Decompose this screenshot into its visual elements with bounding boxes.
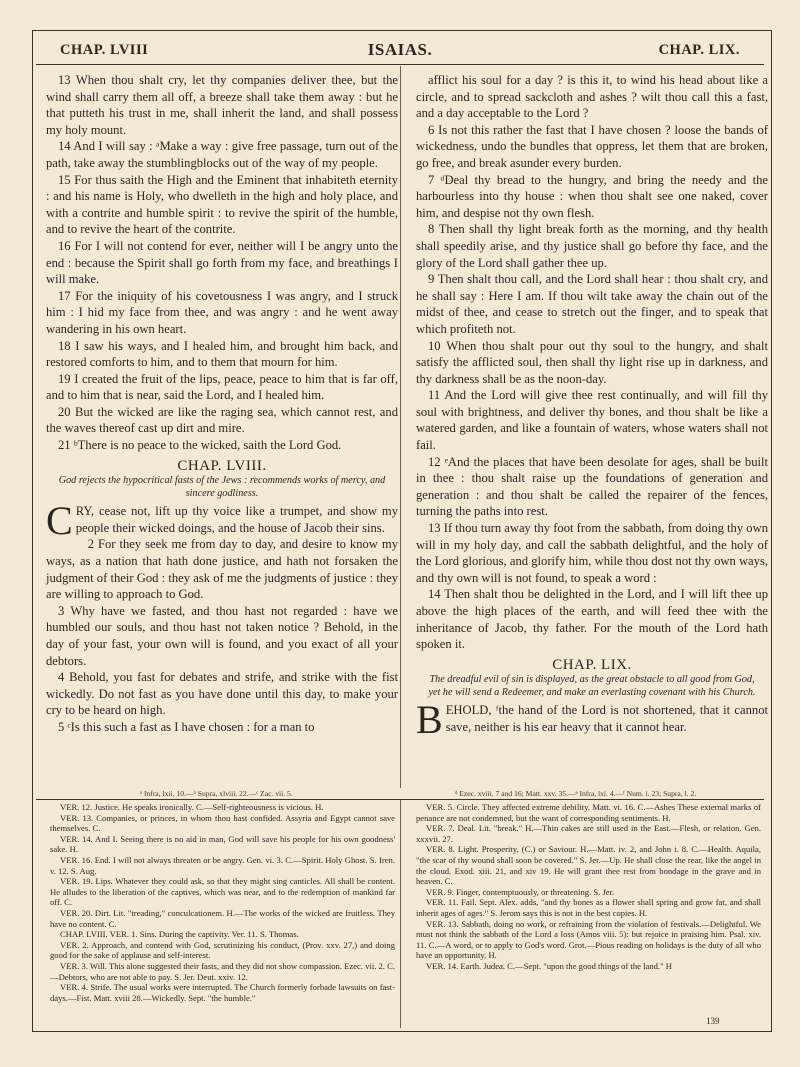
chapter-58-verse-1	[46, 498, 398, 544]
commentary-note: CHAP. LVIII. VER. 1. Sins. During the captivity. Ver. 11. S. Thomas.	[60, 929, 299, 940]
verse-number: 11	[428, 388, 441, 403]
verse-number: 9	[428, 272, 435, 287]
verse	[416, 454, 768, 520]
drop-cap: B	[416, 697, 443, 743]
verse-number: 15	[58, 172, 71, 187]
verse	[46, 288, 398, 338]
verse	[416, 172, 768, 222]
verse-number: 18	[58, 338, 71, 353]
verse-text: ᵉAnd the places that have been desolate for ages, shall be built in thee : thou shalt raise up the foundations of generation and generation : and thou shalt be called the repairer of the fences, turning the paths into rest.	[416, 454, 768, 519]
commentary-note: VER. 16. End. I will not always threaten or be angry. Gen. vi. 3. C.—Spirit. Holy Ghost. S. Iren. v. 12. S. Aug.	[50, 854, 395, 876]
right-column	[416, 72, 768, 743]
verse-text: Then shalt thou be delighted in the Lord, and I will lift thee up above the high places of the earth, and will feed thee with the inheritance of Jacob, thy father. For the mouth of the Lord hath spoken it.	[416, 587, 768, 652]
margin-references-left: ᵃ Infra, lxii. 10.—ᵇ Supra, xlviii. 22.—ᶜ Zac. vii. 5.	[140, 789, 293, 798]
commentary-note: VER. 14. And I. Seeing there is no aid in man, God will save his people for his own goodness' sake. H.	[50, 833, 395, 855]
running-header	[60, 34, 740, 64]
page-number: 139	[706, 1016, 720, 1026]
verse-number: 7	[428, 172, 435, 187]
verse-text: For thus saith the High and the Eminent that inhabiteth eternity : and his name is Holy, who dwelleth in the high and holy place, and with a contrite and humble spirit : to revive the spirit of the humble, and to revive the heart of the contrite.	[46, 172, 399, 237]
header-rule	[36, 64, 764, 65]
verse-number: 20	[58, 404, 71, 419]
verse-text: But the wicked are like the raging sea, which cannot rest, and the waves thereof cast up dirt and mire.	[46, 404, 398, 436]
verse	[416, 221, 768, 271]
chapter-58-title: CHAP. LVIII.	[177, 457, 267, 474]
verse-text: I saw his ways, and I healed him, and brought him back, and restored comforts to him, and to them that mourn for him.	[46, 338, 398, 370]
verse-text: For they seek me from day to day, and desire to know my ways, as a nation that hath done justice, and hath not forsaken the judgment of their God : they ask of me the judgments of justice : they are willing to approach to God.	[46, 537, 398, 602]
verse-text: I created the fruit of the lips, peace, peace to him that is far off, and to him that is near, said the Lord, and I healed him.	[46, 371, 398, 403]
commentary-note: VER. 7. Deal. Lit. "break." H.—Thin cakes are still used in the East.—Flesh, or relation. Gen. xxxvii. 27.	[416, 823, 761, 844]
verse-text: Then shalt thou call, and the Lord shall hear : thou shalt cry, and he shall say : Here I am. If thou wilt take away the chain out of the midst of thee, and cease to stretch out the finger, and to speak that which profiteth not.	[416, 272, 768, 336]
chapter-59-title: CHAP. LIX.	[552, 656, 632, 673]
verse-text: ᵈDeal thy bread to the hungry, and bring the needy and the harbourless into thy house : when thou shalt see one naked, cover him, and despise not thy own flesh.	[416, 172, 768, 220]
verse	[46, 536, 398, 602]
header-title: ISAIAS.	[367, 40, 433, 59]
verse-number: 14	[428, 587, 441, 602]
verse-text: Is not this rather the fast that I have chosen ? loose the bands of wickedness, undo the bundles that oppress, let them that are broken, go free, and break asunder every burden.	[416, 122, 768, 170]
verse	[46, 138, 398, 171]
verse-text: When thou shalt cry, let thy companies deliver thee, but the wind shall carry them all off, a breeze shall take them away : but he that putteth his trust in me, shall inherit the land, and shall possess my holy mount.	[46, 73, 398, 137]
header-right: CHAP. LIX.	[658, 42, 740, 58]
verse-number: 6	[428, 122, 435, 137]
margin-references-right: ᵈ Ezec. xviii. 7 and 16; Matt. xxv. 35.—ᵉ Infra, lxi. 4.—ᶠ Num. i. 23; Supra, l. 2.	[455, 789, 697, 798]
chapter-59-verse-1	[416, 697, 768, 743]
commentary-note: VER. 12. Justice. He speaks ironically. C.—Self-righteousness is vicious. H.	[60, 802, 324, 812]
chapter-58-summary: God rejects the hypocritical fasts of the Jews : recommends works of mercy, and sincere godliness.	[58, 475, 386, 499]
commentary-note: VER. 2. Approach, and contend with God, scrutinizing his conduct, (Prov. xxv. 27,) and doing good for the sake of applause and self-interest.	[50, 939, 395, 961]
verse	[46, 371, 398, 404]
verse-text: For the iniquity of his covetousness I was angry, and I struck him : I hid my face from thee, and was angry : and he went away wandering in his own heart.	[46, 288, 398, 336]
verse	[46, 437, 398, 454]
verse-text: And I will say : ᵃMake a way : give free passage, turn out of the path, take away the stumblingblocks out of the way of my people.	[46, 139, 398, 170]
verse-text: For I will not contend for ever, neither will I be angry unto the end : because the Spirit shall go forth from my face, and breathings I will make.	[46, 238, 398, 287]
drop-cap: C	[46, 498, 73, 544]
left-column	[46, 72, 398, 736]
verse	[46, 72, 398, 138]
verse	[46, 238, 398, 288]
verse-text: Why have we fasted, and thou hast not regarded : have we humbled our souls, and thou hast not taken notice ? Behold, in the day of your fast, your own will is found, and you exact of all your debtors.	[46, 603, 399, 668]
verse	[416, 338, 768, 388]
verse-number: 16	[58, 238, 71, 253]
verse-number: 13	[428, 521, 441, 536]
verse-number: 2	[87, 537, 94, 552]
verse-text: ᵇThere is no peace to the wicked, saith the Lord God.	[73, 438, 342, 453]
verse	[46, 172, 398, 238]
verse-text: EHOLD, ᶠthe hand of the Lord is not shortened, that it cannot save, neither is his ear heavy that it cannot hear.	[445, 703, 768, 734]
verse-text: ᶜIs this such a fast as I have chosen : for a man to	[67, 719, 315, 734]
commentary-note: VER. 11. Fail. Sept. Alex. adds, "and thy bones as a flower shall spring and grow fat, and shall inherit ages of ages." S. Jerom says this is not in the best copies. H.	[416, 897, 761, 918]
commentary-left	[50, 802, 395, 1003]
commentary-right	[416, 802, 761, 972]
verse	[416, 72, 768, 122]
verse-number: 14	[58, 139, 71, 154]
commentary-note: VER. 4. Strife. The usual works were interrupted. The Church formerly forbade lawsuits on fast-days.—Fist. Matt. xviii 28.—Wickedly. Sept. "the humble."	[50, 982, 395, 1003]
commentary-note: VER. 20. Dirt. Lit. "treading," conculcationem. H.—The works of the wicked are fruitless. They have no content. C.	[50, 907, 395, 929]
verse-text: Then shall thy light break forth as the morning, and thy health shall speedily arise, and thy justice shall go before thy face, and the glory of the Lord shall gather thee up.	[416, 222, 768, 270]
commentary-note: VER. 13. Sabbath, doing no work, or refraining from the violation of festivals.—Delightful. We must not think the sabbath of the Lord a loss (Amos viii. 5): but rejoice in praising him. Psal. xiv. 11. C.—A word, or to apply to God's word. Grot.—Pious reading on holidays is the duty of all who have an opportunity. H.	[416, 918, 761, 961]
verse-text: If thou turn away thy foot from the sabbath, from doing thy own will in my holy day, and call the sabbath delightful, and the holy of the Lord glorious, and glorify him, while thou dost not thy own ways, and thy own will is not found, to speak a word :	[416, 521, 768, 585]
verse-number: 4	[58, 670, 65, 685]
chapter-59-summary: The dreadful evil of sin is displayed, as the great obstacle to all good from God, yet he will send a Redeemer, and make an everlasting covenant with his Church.	[428, 674, 756, 698]
verse-number: 17	[58, 288, 71, 303]
verse	[416, 520, 768, 586]
commentary-note: VER. 3. Will. This alone suggested their fasts, and they did not show compassion. Ezec. vii. 2. C.—Debtors, who are not able to pay. S. Jer. Deut. xxiv. 12.	[50, 960, 395, 982]
verse	[416, 586, 768, 652]
verse-number: 3	[58, 603, 65, 618]
verse-text: RY, cease not, lift up thy voice like a trumpet, and show my people their wicked doings, and the house of Jacob their sins.	[75, 504, 398, 535]
column-divider	[400, 66, 401, 788]
commentary-note: VER. 14. Earth. Judea. C.—Sept. "upon the good things of the land." H	[426, 960, 672, 971]
header-left: CHAP. LVIII	[60, 42, 149, 58]
verse	[46, 719, 398, 736]
verse-number: 10	[428, 338, 441, 353]
verse	[416, 387, 768, 453]
verse	[416, 122, 768, 172]
verse-text: Behold, you fast for debates and strife, and strike with the fist wickedly. Do not fast as you have done until this day, to make your cry to be heard on high.	[46, 670, 399, 718]
verse-text: afflict his soul for a day ? is this it, to wind his head about like a circle, and to spread sackcloth and ashes ? wilt thou call this a fast, and a day acceptable to the Lord ?	[416, 73, 768, 121]
verse-number: 8	[428, 222, 435, 237]
verse-number: 12	[428, 454, 441, 469]
verse	[46, 404, 398, 437]
commentary-note: VER. 9. Finger, contemptuously, or threatening. S. Jer.	[426, 886, 615, 897]
verse	[46, 338, 398, 371]
verse-number: 21	[58, 438, 71, 453]
notes-divider	[400, 800, 401, 1028]
verse-text: When thou shalt pour out thy soul to the hungry, and shalt satisfy the afflicted soul, then shall thy light rise up in darkness, and thy darkness shall be as the noon-day.	[416, 338, 768, 386]
commentary-note: VER. 8. Light. Prosperity, (C.) or Saviour. H.—Matt. iv. 2, and John i. 8. C.—Health. Aquila, "the scar of thy wound shall soon be covered." S. Jer.—Up. He shall close the rear, like the angel in the cloud. Exod. xiii. 21, and xiv 19. He will grant thee rest from bondage in the grave and in heaven. C.	[416, 844, 761, 887]
verse-number: 5	[58, 719, 65, 734]
verse	[46, 669, 398, 719]
verse-number: 13	[58, 73, 71, 87]
verse-text: And the Lord will give thee rest continually, and will fill thy soul with brightness, and deliver thy bones, and thou shalt be like a watered garden, and like a fountain of waters, whose waters shall not fail.	[416, 388, 768, 453]
verse-number: 19	[58, 371, 71, 386]
commentary-note: VER. 19. Lips. Whatever they could ask, so that they might sing canticles. All shall be content. He alludes to the liberation of the captives, which was near, and to the redemption of mankind far off. C.	[50, 876, 395, 908]
verse	[416, 271, 768, 337]
commentary-note: VER. 13. Companies, or princes, in whom thou hast confided. Assyria and Egypt cannot save themselves. C.	[50, 812, 395, 834]
commentary-note: VER. 5. Circle. They affected extreme debility. Matt. vi. 16. C.—Ashes These external marks of penance are not condemned, but the want of corresponding sentiments. H.	[416, 802, 761, 823]
verse	[46, 603, 398, 669]
